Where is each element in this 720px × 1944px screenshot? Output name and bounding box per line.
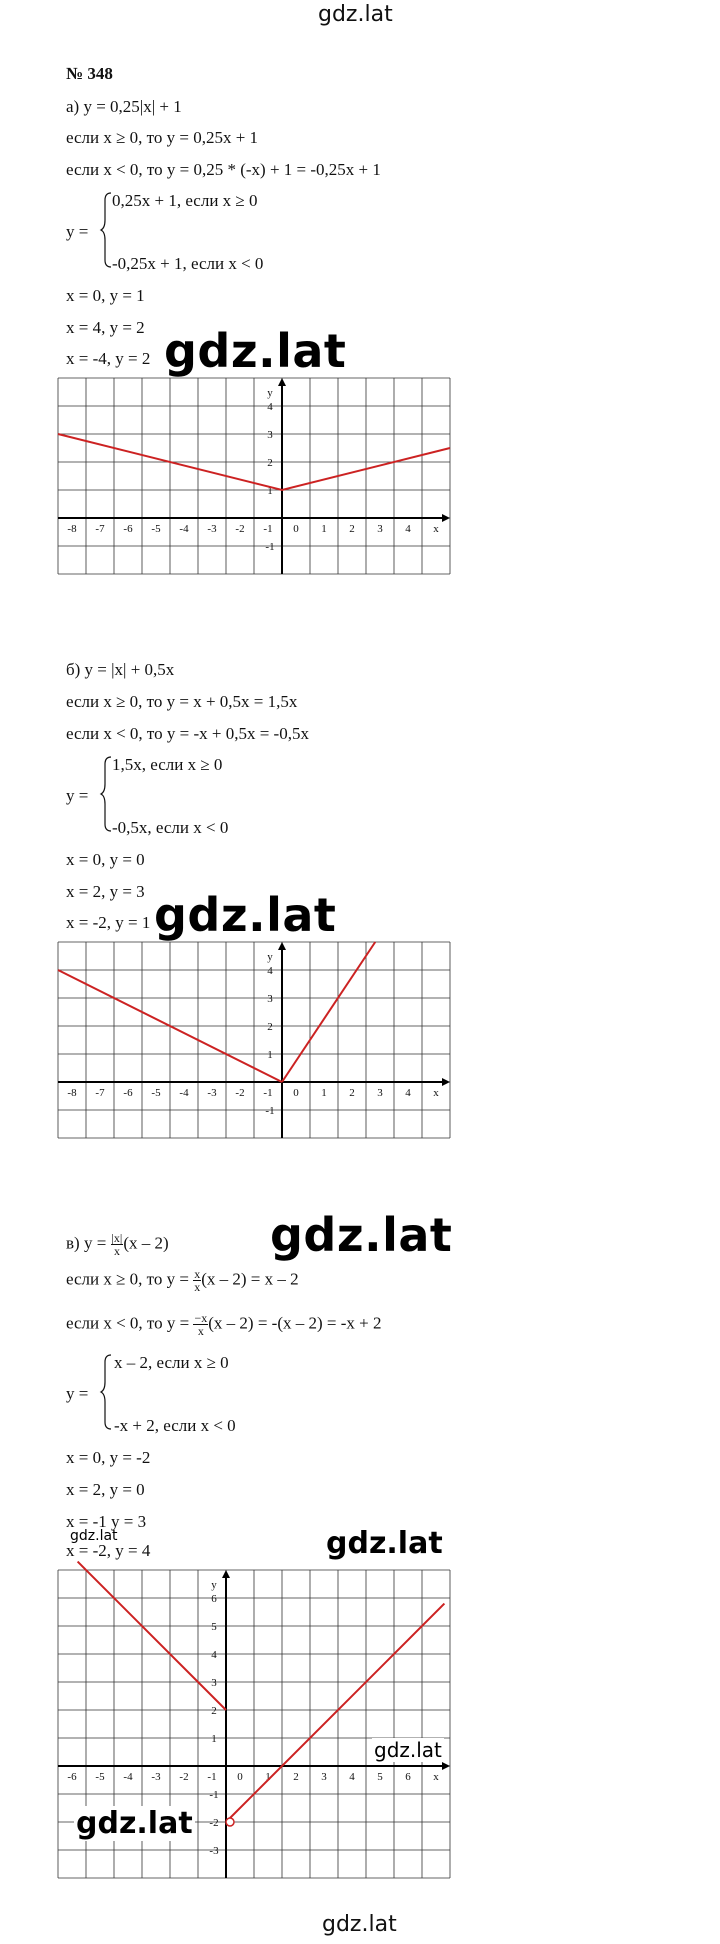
x-tick-label: -5 xyxy=(151,1087,161,1099)
x-tick-label: -6 xyxy=(123,523,133,535)
c-line1-suffix: (x – 2) xyxy=(123,1233,169,1253)
c-y-eq: y = xyxy=(66,1384,89,1403)
x-tick-label: -5 xyxy=(151,523,161,535)
series-line xyxy=(78,1562,226,1710)
x-tick-label: -4 xyxy=(123,1771,133,1783)
x-tick-label: 1 xyxy=(321,1087,327,1099)
watermark-low-c: gdz.lat xyxy=(76,1806,193,1841)
b-point1: x = 0, y = 0 xyxy=(66,850,145,869)
x-tick-label: -7 xyxy=(95,1087,105,1099)
series-line xyxy=(226,1604,444,1822)
a-line2: если x ≥ 0, то y = 0,25x + 1 xyxy=(66,128,259,147)
y-tick-label: 3 xyxy=(267,993,273,1005)
x-tick-label: -3 xyxy=(207,1087,217,1099)
x-tick-label: 0 xyxy=(237,1771,243,1783)
x-tick-label: -4 xyxy=(179,1087,189,1099)
x-tick-label: -5 xyxy=(95,1771,105,1783)
x-axis-arrow xyxy=(442,514,450,522)
c-line3-fraction xyxy=(193,1312,208,1337)
b-line2: если x ≥ 0, то y = x + 0,5x = 1,5x xyxy=(66,692,298,711)
y-tick-label: 1 xyxy=(211,1733,217,1745)
y-tick-label: -1 xyxy=(265,541,275,553)
x-tick-label: -7 xyxy=(95,523,105,535)
y-tick-label: 5 xyxy=(211,1621,217,1633)
c-brace xyxy=(100,1352,114,1432)
series-line xyxy=(282,942,375,1082)
c-case2: -x + 2, если x < 0 xyxy=(114,1416,236,1435)
b-point3: x = -2, y = 1 xyxy=(66,913,151,932)
x-tick-label: -1 xyxy=(263,1087,273,1099)
x-tick-label: 1 xyxy=(321,523,327,535)
c-line2-numerator: x xyxy=(194,1267,201,1281)
c-line2-suffix: (x – 2) = x – 2 xyxy=(201,1269,299,1289)
c-point2: x = 2, y = 0 xyxy=(66,1480,145,1499)
y-tick-label: y xyxy=(267,387,273,399)
x-tick-label: 5 xyxy=(377,1771,383,1783)
y-tick-label: y xyxy=(211,1579,217,1591)
watermark-top: gdz.lat xyxy=(318,2,393,27)
b-case2: -0,5x, если x < 0 xyxy=(112,818,229,837)
x-tick-label: x xyxy=(433,523,439,535)
y-tick-label: -3 xyxy=(209,1845,219,1857)
graph-a xyxy=(58,378,450,578)
x-tick-label: -6 xyxy=(67,1771,77,1783)
x-tick-label: 2 xyxy=(349,1087,355,1099)
c-line1 xyxy=(66,1232,169,1257)
a-point1: x = 0, y = 1 xyxy=(66,286,145,305)
x-tick-label: -1 xyxy=(263,523,273,535)
y-axis-arrow xyxy=(278,942,286,950)
x-tick-label: 0 xyxy=(293,1087,299,1099)
y-tick-label: y xyxy=(267,951,273,963)
b-line3: если x < 0, то y = -x + 0,5x = -0,5x xyxy=(66,724,309,743)
x-tick-label: 4 xyxy=(405,1087,411,1099)
y-tick-label: 6 xyxy=(211,1593,217,1605)
x-tick-label: 3 xyxy=(377,1087,383,1099)
x-tick-label: -8 xyxy=(67,523,77,535)
b-line1: б) y = |x| + 0,5x xyxy=(66,660,175,679)
c-line3-suffix: (x – 2) = -(x – 2) = -x + 2 xyxy=(208,1313,382,1333)
open-point xyxy=(226,1818,234,1826)
c-point3: x = -1 y = 3 xyxy=(66,1512,147,1531)
x-tick-label: x xyxy=(433,1087,439,1099)
x-tick-label: x xyxy=(433,1771,439,1783)
graph-b xyxy=(58,942,450,1142)
x-tick-label: 2 xyxy=(293,1771,299,1783)
c-line3 xyxy=(66,1312,382,1337)
y-tick-label: -1 xyxy=(265,1105,275,1117)
a-line3: если x < 0, то y = 0,25 * (-x) + 1 = -0,25x + 1 xyxy=(66,160,381,179)
c-case1: x – 2, если x ≥ 0 xyxy=(114,1353,229,1372)
c-line2-denominator: x xyxy=(194,1280,201,1294)
c-point4: x = -2, y = 4 xyxy=(66,1541,151,1560)
x-tick-label: -1 xyxy=(207,1771,217,1783)
x-tick-label: 2 xyxy=(349,523,355,535)
b-point2: x = 2, y = 3 xyxy=(66,882,145,901)
a-y-eq: y = xyxy=(66,222,89,241)
a-line1: а) y = 0,25|x| + 1 xyxy=(66,97,182,116)
c-line1-fraction xyxy=(111,1232,124,1257)
x-tick-label: 6 xyxy=(405,1771,411,1783)
y-tick-label: 3 xyxy=(267,429,273,441)
c-line3-prefix: если x < 0, то y = xyxy=(66,1313,190,1333)
c-point1: x = 0, y = -2 xyxy=(66,1448,151,1467)
x-tick-label: 3 xyxy=(377,523,383,535)
b-y-eq: y = xyxy=(66,786,89,805)
watermark-mid-c: gdz.lat xyxy=(326,1526,443,1561)
y-tick-label: -1 xyxy=(209,1789,219,1801)
x-tick-label: -2 xyxy=(235,523,245,535)
a-case2: -0,25x + 1, если x < 0 xyxy=(112,254,264,273)
y-axis-arrow xyxy=(278,378,286,386)
x-tick-label: 1 xyxy=(265,1771,271,1783)
y-axis-arrow xyxy=(222,1570,230,1578)
watermark-big-c: gdz.lat xyxy=(270,1208,453,1262)
a-case1: 0,25x + 1, если x ≥ 0 xyxy=(112,191,258,210)
x-tick-label: 0 xyxy=(293,523,299,535)
y-tick-label: 4 xyxy=(267,965,273,977)
y-tick-label: 1 xyxy=(267,1049,273,1061)
x-tick-label: 3 xyxy=(321,1771,327,1783)
grid xyxy=(58,942,450,1138)
y-tick-label: 4 xyxy=(211,1649,217,1661)
y-tick-label: 2 xyxy=(211,1705,217,1717)
x-tick-label: -2 xyxy=(235,1087,245,1099)
b-case1: 1,5x, если x ≥ 0 xyxy=(112,755,223,774)
c-line3-numerator: −x xyxy=(194,1311,208,1325)
c-line2 xyxy=(66,1268,299,1293)
x-tick-label: -8 xyxy=(67,1087,77,1099)
c-line1-numerator: |x| xyxy=(111,1231,123,1245)
watermark-bottom: gdz.lat xyxy=(322,1912,397,1937)
grid xyxy=(58,378,450,574)
y-tick-label: 4 xyxy=(267,401,273,413)
c-line1-denominator: x xyxy=(113,1244,120,1258)
watermark-mini-c: gdz.lat xyxy=(70,1528,118,1544)
x-tick-label: -3 xyxy=(207,523,217,535)
y-tick-label: 3 xyxy=(211,1677,217,1689)
x-tick-label: 4 xyxy=(349,1771,355,1783)
x-tick-label: -6 xyxy=(123,1087,133,1099)
y-tick-label: 2 xyxy=(267,1021,273,1033)
watermark-big-b: gdz.lat xyxy=(154,888,337,942)
x-tick-label: -3 xyxy=(151,1771,161,1783)
c-line2-prefix: если x ≥ 0, то y = xyxy=(66,1269,189,1289)
c-line1-prefix: в) y = xyxy=(66,1233,107,1253)
a-point2: x = 4, y = 2 xyxy=(66,318,145,337)
watermark-big-a: gdz.lat xyxy=(164,324,347,378)
x-axis-arrow xyxy=(442,1762,450,1770)
x-tick-label: 4 xyxy=(405,523,411,535)
problem-number: № 348 xyxy=(66,64,113,83)
a-point3: x = -4, y = 2 xyxy=(66,349,151,368)
y-tick-label: 1 xyxy=(267,485,273,497)
x-tick-label: -2 xyxy=(179,1771,189,1783)
watermark-box-c: gdz.lat xyxy=(374,1738,442,1762)
x-tick-label: -4 xyxy=(179,523,189,535)
c-line3-denominator: x xyxy=(197,1324,204,1338)
y-tick-label: 2 xyxy=(267,457,273,469)
x-axis-arrow xyxy=(442,1078,450,1086)
y-tick-label: -2 xyxy=(209,1817,219,1829)
